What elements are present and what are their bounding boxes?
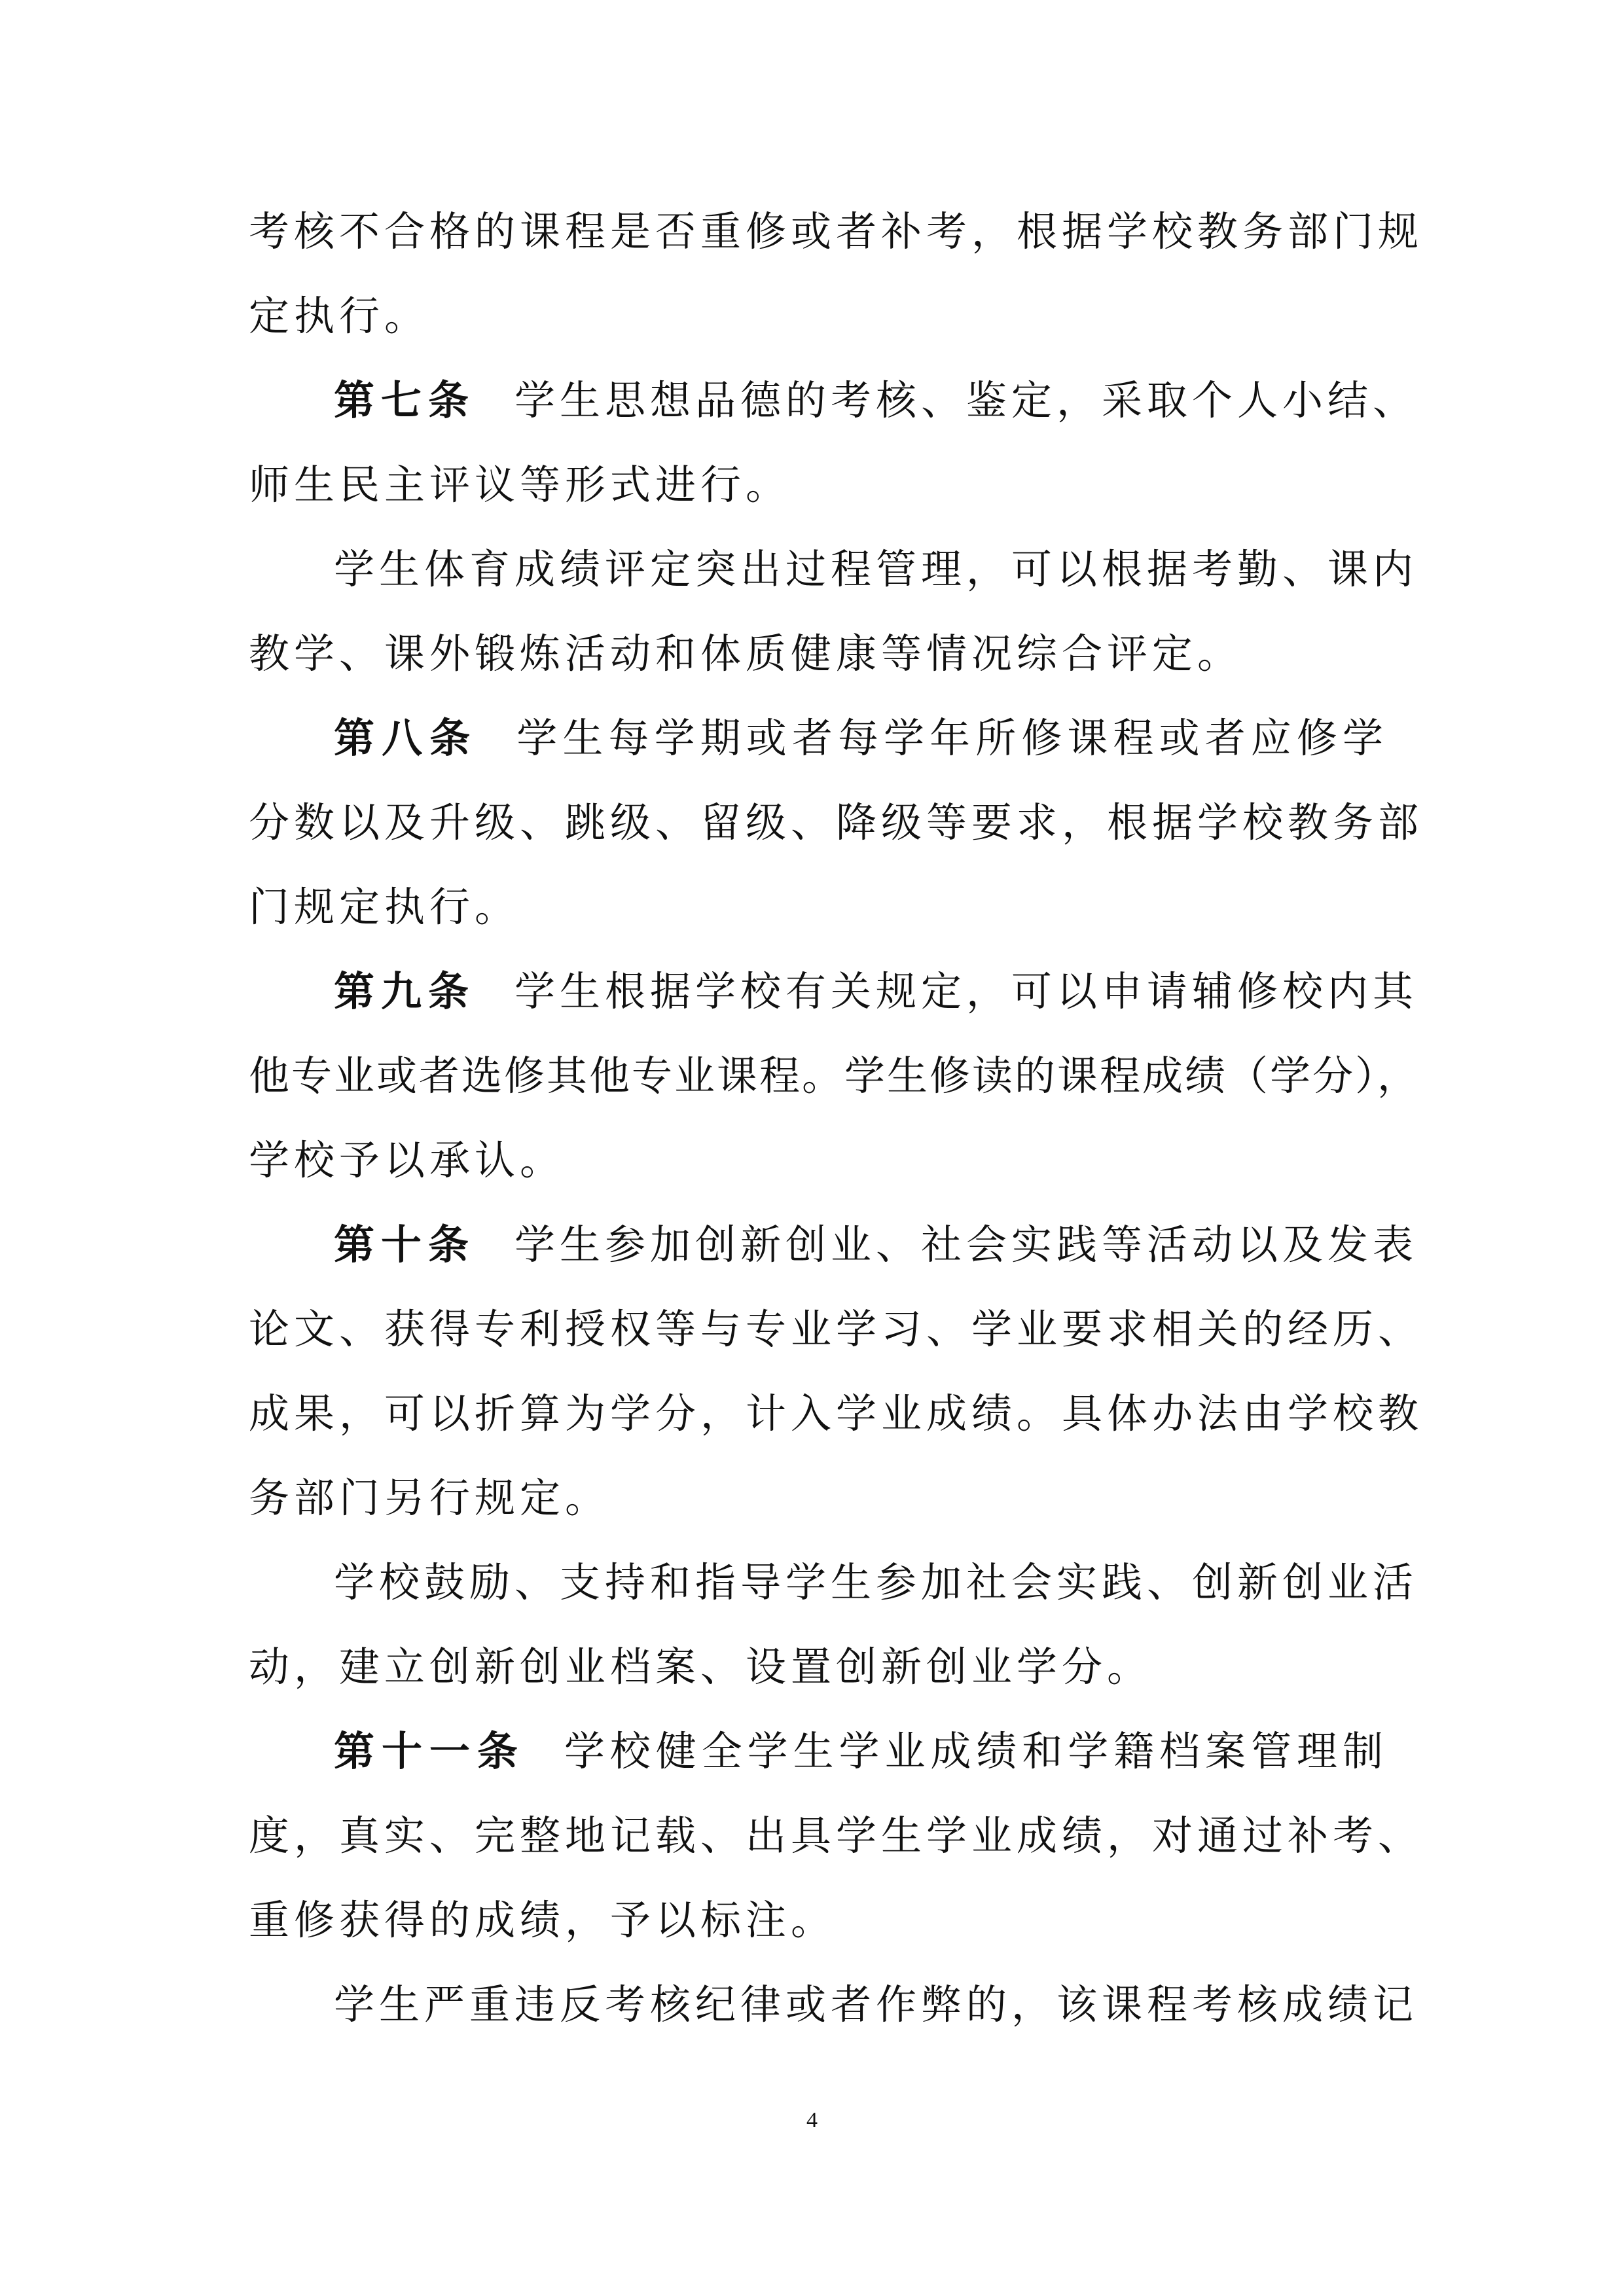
text-line: 学校予以承认。 [249, 1136, 566, 1184]
article-first-line [334, 1728, 1388, 1775]
text-span: 学生参加创新创业、社会实践等活动以及发表 [514, 1221, 1418, 1268]
text-line: 学生严重违反考核纪律或者作弊的，该课程考核成绩记 [334, 1981, 1418, 2028]
text-line: 学校鼓励、支持和指导学生参加社会实践、创新创业活 [334, 1558, 1418, 1606]
text-line: 门规定执行。 [249, 883, 520, 931]
text-line: 论文、获得专利授权等与专业学习、学业要求相关的经历、 [249, 1305, 1424, 1353]
text-span: 学生思想品德的考核、鉴定，采取个人小结、 [514, 376, 1418, 424]
article-heading: 第七条 [334, 376, 476, 424]
text-line: 动，建立创新创业档案、设置创新创业学分。 [249, 1643, 1153, 1691]
text-line: 重修获得的成绩，予以标注。 [249, 1896, 837, 1944]
article-heading: 第十一条 [334, 1727, 525, 1775]
text-line: 他专业或者选修其他专业课程。学生修读的课程成绩（学分）， [249, 1052, 1420, 1100]
article-heading: 第九条 [334, 967, 476, 1015]
text-line: 学生体育成绩评定突出过程管理，可以根据考勤、课内 [334, 545, 1418, 593]
article-heading: 第十条 [334, 1221, 476, 1268]
text-line: 考核不合格的课程是否重修或者补考，根据学校教务部门规 [249, 207, 1424, 255]
text-line: 定执行。 [249, 292, 430, 340]
text-line: 教学、课外锻炼活动和体质健康等情况综合评定。 [249, 630, 1243, 677]
article-first-line [334, 376, 1418, 424]
article-first-line [334, 967, 1418, 1015]
text-line: 分数以及升级、跳级、留级、降级等要求，根据学校教务部 [249, 798, 1424, 846]
page-number: 4 [806, 2108, 818, 2132]
article-first-line [334, 1221, 1418, 1268]
text-span: 学生根据学校有关规定，可以申请辅修校内其 [514, 967, 1418, 1015]
article-first-line [334, 715, 1388, 762]
text-line: 度，真实、完整地记载、出具学生学业成绩，对通过补考、 [249, 1812, 1424, 1859]
text-line: 师生民主评议等形式进行。 [249, 461, 791, 509]
text-span: 学生每学期或者每学年所修课程或者应修学 [516, 714, 1388, 762]
text-line: 成果，可以折算为学分，计入学业成绩。具体办法由学校教 [249, 1390, 1424, 1437]
article-heading: 第八条 [334, 714, 478, 762]
text-line: 务部门另行规定。 [249, 1474, 611, 1522]
text-span: 学校健全学生学业成绩和学籍档案管理制 [564, 1727, 1388, 1775]
